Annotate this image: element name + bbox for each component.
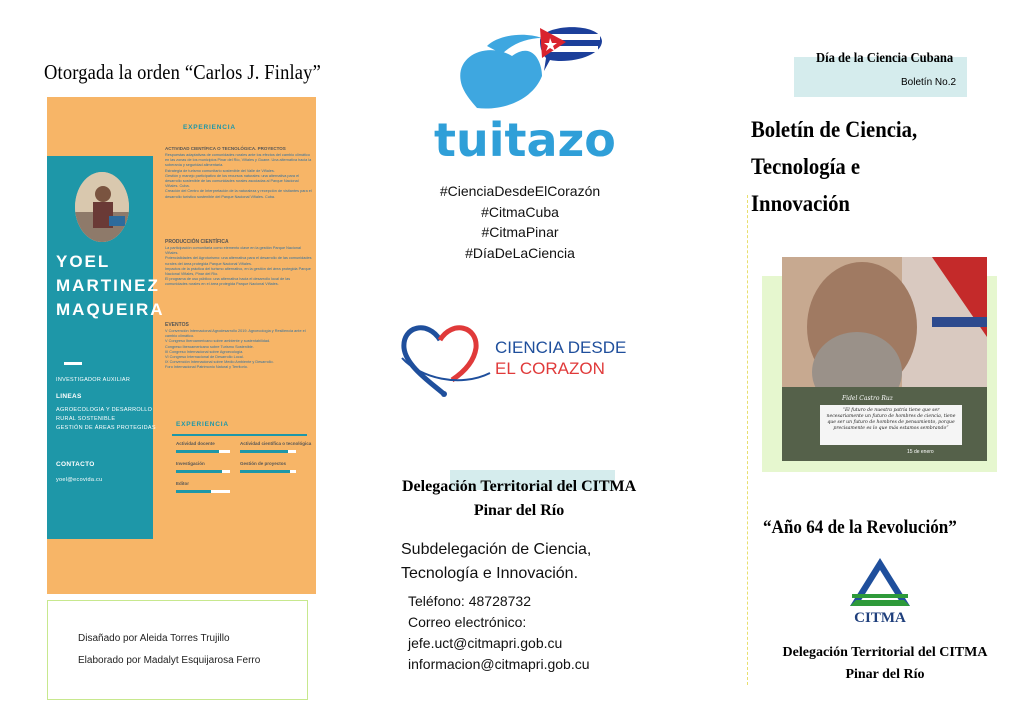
- cv-production-heading: PRODUCCIÓN CIENTÍFICA: [165, 239, 229, 245]
- bulletin-title-line: Tecnología e: [751, 154, 861, 179]
- cv-experience-heading: EXPERIENCIA: [183, 124, 236, 131]
- cv-skills-divider: [172, 434, 307, 436]
- cv-production-item: La participación comunitaria como elemento clave en la gestión Parque Nacional Viñales.: [165, 246, 301, 256]
- hashtag: #DíaDeLaCiencia: [465, 245, 575, 261]
- cv-event-item: III Congreso Internacional sobre Agroecología.: [165, 349, 244, 354]
- cv-photo: [75, 172, 129, 242]
- cv-event-item: V Convención Internacional Agrodesarrollo 2019. Agroecología y Resiliencia ante el cambio climático.: [165, 329, 306, 339]
- skill-track: [240, 470, 296, 473]
- bulletin-number: Boletín No.2: [901, 77, 957, 88]
- cv-contact-heading: CONTACTO: [56, 461, 95, 468]
- skill-fill: [240, 450, 288, 453]
- cv-name-line: MAQUEIRA: [56, 300, 165, 319]
- cv-divider: [64, 362, 82, 365]
- contact-email-label: Correo electrónico:: [408, 614, 527, 630]
- credits-box: [47, 600, 308, 700]
- cv-event-item: VI Congreso Internacional de Desarrollo Local.: [165, 355, 244, 360]
- bulletin-title-line: Innovación: [751, 191, 850, 216]
- tuitazo-logo: [392, 16, 658, 166]
- cv-role: INVESTIGADOR AUXILIAR: [56, 377, 131, 383]
- cv-lines-heading: LINEAS: [56, 393, 82, 400]
- award-title: Otorgada la orden “Carlos J. Finlay”: [44, 60, 321, 84]
- cv-name-line: MARTINEZ: [56, 276, 160, 295]
- day-title: Día de la Ciencia Cubana: [816, 51, 954, 66]
- skill-track: [176, 490, 230, 493]
- cv-event-item: V Congreso Iberoamericano sobre ambiente y sustentabilidad.: [165, 339, 271, 344]
- delegation-line: Pinar del Río: [473, 502, 565, 519]
- hashtag: #CienciaDesdeElCorazón: [439, 183, 601, 199]
- photo-caption: Fidel Castro Ruz: [842, 395, 893, 402]
- cv-events-heading: EVENTOS: [165, 322, 189, 328]
- column-divider: [747, 195, 748, 685]
- ciencia-desde-el-corazon-logo: [400, 318, 640, 400]
- skill-fill: [176, 470, 222, 473]
- citma-logo-text: CITMA: [854, 610, 906, 626]
- cv-skills-heading: EXPERIENCIA: [176, 421, 229, 428]
- skill-label: Actividad científica o tecnológica: [240, 441, 312, 446]
- cv-name-line: YOEL: [56, 252, 111, 271]
- skill-label: Editor: [176, 481, 189, 486]
- cv-event-item: Foro Internacional Patrimonio Natural y Territorio.: [165, 365, 248, 370]
- skill-fill: [176, 450, 219, 453]
- cv-line-item: AGROECOLOGIA Y DESARROLLO: [56, 407, 153, 413]
- skill-track: [176, 470, 230, 473]
- skill-label: Actividad docente: [176, 441, 215, 446]
- cv-event-item: IX Convención Internacional sobre Medio Ambiente y Desarrollo.: [165, 360, 274, 365]
- skill-label: Investigación: [176, 461, 205, 466]
- skill-fill: [240, 470, 290, 473]
- subdelegation-line: Tecnología e Innovación.: [401, 565, 579, 582]
- subdelegation-line: Subdelegación de Ciencia,: [401, 541, 592, 558]
- cv-activity-heading: ACTIVIDAD CIENTÍFICA O TECNOLÓGICA. PROYECTOS: [165, 146, 286, 151]
- contact-email: jefe.uct@citmapri.gob.cu: [408, 635, 563, 651]
- cv-activity-item: Respuestas adaptativas de comunidades rurales ante los efectos del cambio climático en las zonas de los municipios Pinar del Río, Viñales y Guane. Una alternativa hacia la soberanía y seguridad alimentaria.: [165, 153, 312, 168]
- cv-events-list: [165, 329, 313, 371]
- cv-event-item: Congreso Iberoamericano sobre Turismo Sostenible.: [165, 344, 254, 349]
- skill-label: Gestión de proyectos: [240, 461, 287, 466]
- credit-line: Elaborado por Madalyt Esquijarosa Ferro: [78, 655, 261, 666]
- quote-text: “El futuro de nuestra patria tiene que ser necesariamente un futuro de hombres de ciencia, tiene que ser un futuro de hombres de pensamiento, porque precisamente es lo que más estamos sembrando”: [826, 408, 956, 431]
- cv-production-item: El programa de uso público: una alternativa hacia el desarrollo local de las comunidades rurales en el área protegida Parque Nacional Viñales.: [165, 277, 291, 287]
- quote-box: [820, 405, 962, 445]
- skill-fill: [176, 490, 211, 493]
- year-motto: “Año 64 de la Revolución”: [763, 517, 957, 538]
- credit-line: Disañado por Aleida Torres Trujillo: [78, 633, 230, 644]
- cv-production-list: [165, 246, 313, 288]
- fidel-photo: [782, 257, 987, 461]
- delegation-line: Delegación Territorial del CITMA: [402, 478, 637, 495]
- cv-contact-value: yoel@ecovida.cu: [56, 477, 103, 483]
- delegation-line: Delegación Territorial del CITMA: [782, 645, 988, 660]
- quote-date: 15 de enero: [907, 449, 934, 455]
- cv-activity-item: Estrategia de turismo comunitario sostenible del Valle de Viñales.: [165, 168, 275, 173]
- skill-track: [240, 450, 296, 453]
- citma-logo: [840, 556, 920, 626]
- cv-line-item: RURAL SOSTENIBLE: [56, 416, 116, 422]
- cv-line-item: GESTIÓN DE ÁREAS PROTEGIDAS: [56, 425, 156, 431]
- cv-production-item: Impactos de la práctica del turismo alternativo, en la gestión del área protegida Parque Nacional Viñales, Pinar del Río.: [165, 266, 311, 277]
- cv-activity-list: [165, 153, 313, 200]
- contact-email: informacion@citmapri.gob.cu: [408, 656, 590, 672]
- cv-production-item: Potencialidades del Agroturismo: una alternativa para el desarrollo de las comunidades rurales del área protegida Parque Nacional Viñales.: [165, 256, 312, 266]
- hashtag: #CitmaPinar: [481, 224, 559, 240]
- ciencia-logo-line: EL CORAZON: [495, 359, 605, 378]
- hashtag: #CitmaCuba: [481, 204, 559, 220]
- ciencia-logo-line: CIENCIA DESDE: [495, 338, 627, 357]
- contact-phone: Teléfono: 48728732: [408, 593, 531, 609]
- bulletin-title-line: Boletín de Ciencia,: [751, 117, 918, 142]
- cv-activity-item: Creación del Centro de Interpretación de la naturaleza y recepción de visitantes para el desarrollo turístico sostenible del Parque Nacional Viñales. Cuba.: [165, 189, 312, 199]
- delegation-line: Pinar del Río: [845, 667, 925, 682]
- skill-track: [176, 450, 230, 453]
- tuitazo-logo-text: tuitazo: [434, 113, 616, 166]
- cv-activity-item: Gestión y manejo participativo de los recursos naturales: una alternativa para el desarrollo sostenible de las comunidades rurales asociadas al Parque Nacional Viñales. Cuba.: [165, 173, 300, 189]
